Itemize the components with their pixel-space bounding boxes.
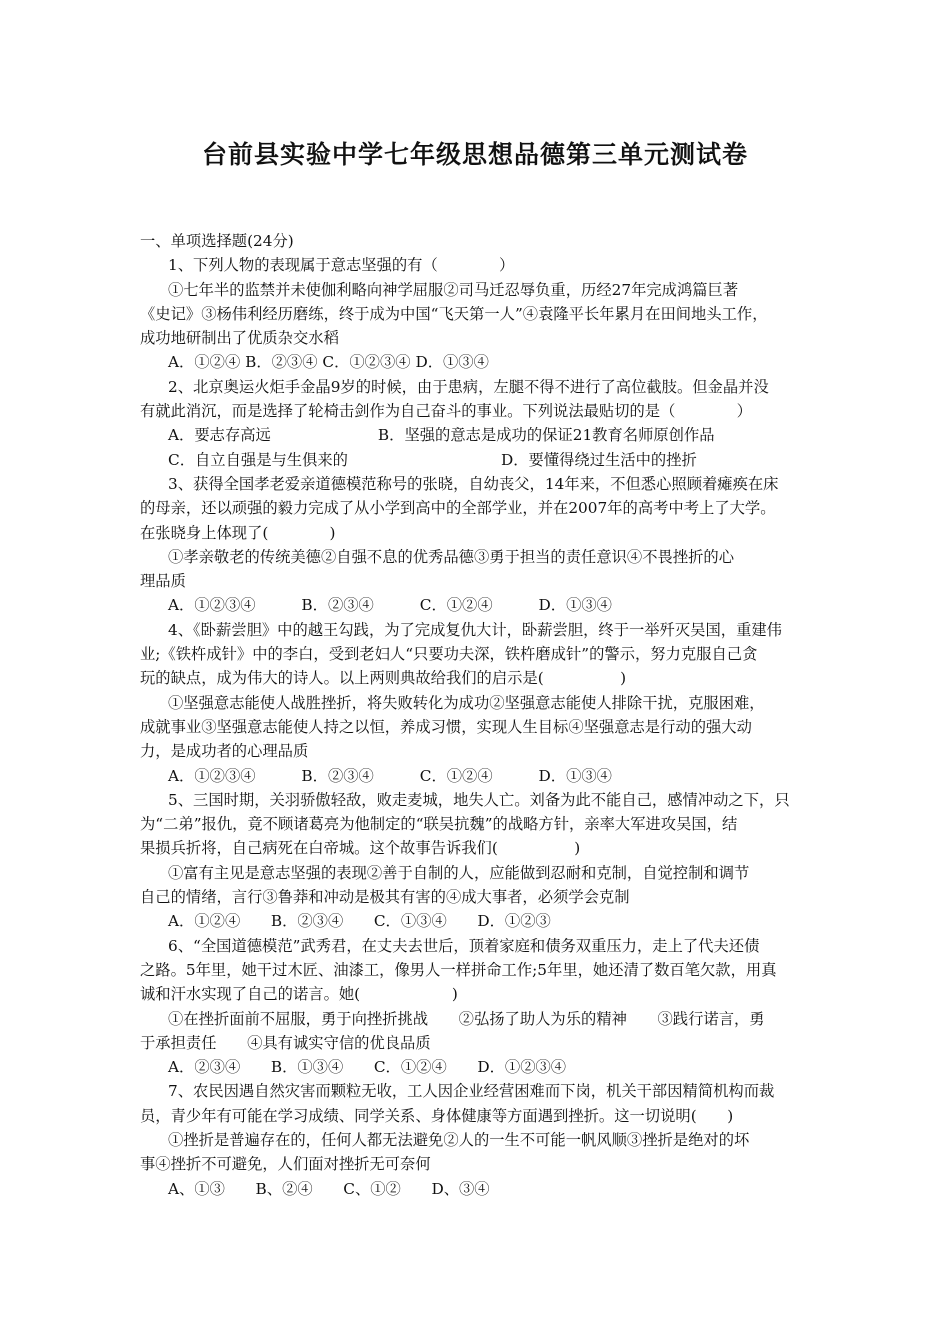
text-line: 的母亲，还以顽强的毅力完成了从小学到高中的全部学业，并在2007年的高考中考上了大学。 <box>140 499 776 518</box>
text-line: ①挫折是普遍存在的，任何人都无法避免②人的一生不可能一帆风顺③挫折是绝对的坏 <box>168 1130 750 1149</box>
text-line: C．自立自强是与生俱来的 D．要懂得绕过生活中的挫折 <box>168 450 697 469</box>
text-line: 理品质 <box>140 572 186 591</box>
text-line: 于承担责任 ④具有诚实守信的优良品质 <box>140 1033 431 1052</box>
text-line: 之路。5年里，她干过木匠、油漆工，像男人一样拼命工作;5年里，她还清了数百笔欠款，用真 <box>140 960 777 979</box>
text-line: ①坚强意志能使人战胜挫折，将失败转化为成功②坚强意志能使人排除干扰，克服困难， <box>168 693 765 712</box>
text-line: 员，青少年有可能在学习成绩、同学关系、身体健康等方面遇到挫折。这一切说明( ) <box>140 1106 734 1125</box>
text-line: 1、下列人物的表现属于意志坚强的有（ ） <box>168 256 515 275</box>
text-line: A．①②④ B．②③④ C．①③④ D．①②③ <box>168 912 551 931</box>
text-line: 业;《铁杵成针》中的李白，受到老妇人“只要功夫深，铁杵磨成针”的警示，努力克服自己贪 <box>140 645 758 664</box>
text-line: 4、《卧薪尝胆》中的越王勾践，为了完成复仇大计，卧薪尝胆，终于一举歼灭吴国，重建伟 <box>168 620 782 639</box>
text-line: ①在挫折面前不屈服，勇于向挫折挑战 ②弘扬了助人为乐的精神 ③践行诺言，勇 <box>168 1009 765 1028</box>
text-line: 5、三国时期，关羽骄傲轻敌，败走麦城，地失人亡。刘备为此不能自己，感情冲动之下，只 <box>168 790 790 809</box>
text-line: 成功地研制出了优质杂交水稻 <box>140 329 339 348</box>
text-line: 3、获得全国孝老爱亲道德模范称号的张晓，自幼丧父，14年来，不但悉心照顾着瘫痪在床 <box>168 474 779 493</box>
text-line: A．①②④ B．②③④ C．①②③④ D．①③④ <box>168 353 489 372</box>
text-line: 诚和汗水实现了自己的诺言。她( ) <box>140 985 458 1004</box>
text-line: 6、“全国道德模范”武秀君，在丈夫去世后，顶着家庭和债务双重压力，走上了代夫还债 <box>168 936 760 955</box>
text-line: ①富有主见是意志坚强的表现②善于自制的人，应能做到忍耐和克制，自觉控制和调节 <box>168 863 750 882</box>
page-title: 台前县实验中学七年级思想品德第三单元测试卷 <box>201 140 748 169</box>
text-line: A．②③④ B．①③④ C．①②④ D．①②③④ <box>168 1058 567 1077</box>
text-line: ①孝亲敬老的传统美德②自强不息的优秀品德③勇于担当的责任意识④不畏挫折的心 <box>168 547 734 566</box>
text-line: 在张晓身上体现了( ) <box>140 523 336 542</box>
text-line: 玩的缺点，成为伟大的诗人。以上两则典故给我们的启示是( ) <box>140 669 627 688</box>
text-line: 成就事业③坚强意志能使人持之以恒，养成习惯，实现人生目标④坚强意志是行动的强大动 <box>140 717 752 736</box>
text-line: A．①②③④ B．②③④ C．①②④ D．①③④ <box>168 766 612 785</box>
text-line: A．①②③④ B．②③④ C．①②④ D．①③④ <box>168 596 612 615</box>
text-line: 果损兵折将，自己病死在白帝城。这个故事告诉我们( ) <box>140 839 581 858</box>
text-line: 为“二弟”报仇，竟不顾诸葛亮为他制定的“联吴抗魏”的战略方针，亲率大军进攻吴国，结 <box>140 815 738 834</box>
question-body <box>140 229 830 1201</box>
text-line: ①七年半的监禁并未使伽利略向神学屈服②司马迁忍辱负重，历经27年完成鸿篇巨著 <box>168 280 739 299</box>
text-line: 《史记》③杨伟利经历磨练，终于成为中国“飞天第一人”④袁隆平长年累月在田间地头工作， <box>140 304 768 323</box>
text-line: 有就此消沉，而是选择了轮椅击剑作为自己奋斗的事业。下列说法最贴切的是（ ） <box>140 402 752 421</box>
text-line: A．要志存高远 B．坚强的意志是成功的保证21教育名师原创作品 <box>168 426 715 445</box>
text-line: A、①③ B、②④ C、①② D、③④ <box>168 1179 490 1198</box>
text-line: 一、单项选择题(24分) <box>140 232 294 250</box>
text-line: 自己的情绪，言行③鲁莽和冲动是极其有害的④成大事者，必须学会克制 <box>140 888 630 907</box>
text-line: 7、农民因遇自然灾害而颗粒无收，工人因企业经营困难而下岗，机关干部因精简机构而裁 <box>168 1082 775 1101</box>
text-line: 事④挫折不可避免，人们面对挫折无可奈何 <box>140 1155 431 1174</box>
text-line: 力，是成功者的心理品质 <box>140 742 309 761</box>
text-line: 2、北京奥运火炬手金晶9岁的时候，由于患病，左腿不得不进行了高位截肢。但金晶并没 <box>168 377 769 396</box>
